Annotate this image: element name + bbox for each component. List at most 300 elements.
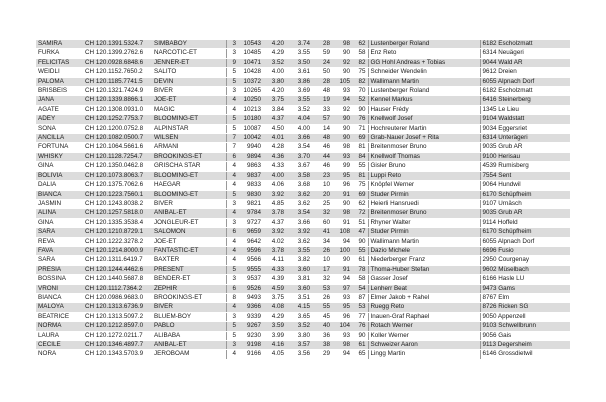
cell-fat-pct: 4.50	[263, 124, 286, 133]
table-row	[36, 105, 570, 114]
cell-cow-name: BOSSINA	[36, 275, 83, 284]
table-row	[36, 209, 570, 218]
cell-sire: JOE-ET	[152, 237, 226, 246]
cell-owner: Knellwolf Josef	[368, 115, 480, 124]
cell-fat-pct: 4.20	[263, 87, 286, 96]
breeding-results-table	[36, 40, 570, 360]
cell-herd-index: 92	[332, 105, 352, 114]
cell-milk-kg: 10372	[238, 77, 263, 86]
cell-fat-pct: 4.16	[263, 341, 286, 350]
cell-owner: Studer Pirmin	[368, 228, 480, 237]
cell-herd-index: 98	[332, 209, 352, 218]
cell-lactation: 3	[226, 218, 238, 227]
cell-persistence: 19	[312, 96, 332, 105]
cell-protein-pct: 3.51	[286, 293, 312, 302]
cell-persistence: 26	[312, 293, 332, 302]
cell-fat-pct: 3.75	[263, 96, 286, 105]
cell-cow-name: AGATE	[36, 105, 83, 114]
cell-protein-pct: 3.55	[286, 246, 312, 255]
cell-score: 76	[352, 115, 368, 124]
cell-location: 1345 Le Lieu	[480, 105, 570, 114]
cell-lactation: 4	[226, 256, 238, 265]
cell-fat-pct: 4.06	[263, 181, 286, 190]
cell-location: 6170 Schüpfheim	[480, 228, 570, 237]
cell-id-number: CH 120.1391.5324.7	[83, 40, 152, 49]
cell-owner: Gasser Josef	[368, 275, 480, 284]
cell-protein-pct: 4.15	[286, 303, 312, 312]
cell-fat-pct: 3.59	[263, 322, 286, 331]
cell-sire: BENDER-ET	[152, 275, 226, 284]
cell-sire: BLOOMING-ET	[152, 190, 226, 199]
cell-sire: NARCOTIC-ET	[152, 49, 226, 58]
cell-location: 6166 Hasle LU	[480, 275, 570, 284]
cell-milk-kg: 9526	[238, 284, 263, 293]
cell-lactation: 3	[226, 312, 238, 321]
table-row	[36, 68, 570, 77]
cell-persistence: 40	[312, 322, 332, 331]
cell-herd-index: 90	[332, 68, 352, 77]
cell-cow-name: ANCILLA	[36, 134, 83, 143]
cell-milk-kg: 9267	[238, 322, 263, 331]
cell-cow-name: MALOYA	[36, 303, 83, 312]
cell-score: 81	[352, 171, 368, 180]
table-row	[36, 143, 570, 152]
cell-lactation: 5	[226, 124, 238, 133]
cell-id-number: CH 120.1082.0500.7	[83, 134, 152, 143]
cell-lactation: 9	[226, 58, 238, 67]
cell-persistence: 53	[312, 284, 332, 293]
cell-id-number: CH 120.1244.4462.6	[83, 265, 152, 274]
cell-location: 9034 Eggersriet	[480, 124, 570, 133]
cell-score: 75	[352, 181, 368, 190]
cell-owner: Dazio Michele	[368, 246, 480, 255]
cell-owner: Niederberger Franz	[368, 256, 480, 265]
cell-cow-name: SARA	[36, 228, 83, 237]
table-row	[36, 134, 570, 143]
cell-protein-pct: 3.54	[286, 143, 312, 152]
cell-herd-index: 100	[332, 246, 352, 255]
cell-owner: Grab-Nauer Josef + Rita	[368, 134, 480, 143]
cell-cow-name: REVA	[36, 237, 83, 246]
cell-protein-pct: 3.62	[286, 237, 312, 246]
cell-id-number: CH 120.1343.5703.9	[83, 350, 152, 359]
cell-owner: Inauen-Graf Raphael	[368, 312, 480, 321]
table-body	[36, 40, 570, 359]
cell-milk-kg: 10485	[238, 49, 263, 58]
cell-location: 8726 Ricken SG	[480, 303, 570, 312]
cell-sire: JEROBOAM	[152, 350, 226, 359]
cell-herd-index: 94	[332, 237, 352, 246]
cell-score: 69	[352, 134, 368, 143]
cell-cow-name: SARA	[36, 256, 83, 265]
cell-score: 69	[352, 190, 368, 199]
cell-location: 6170 Schüpfheim	[480, 190, 570, 199]
cell-id-number: CH 120.1210.8729.1	[83, 228, 152, 237]
cell-sire: JOE-ET	[152, 96, 226, 105]
cell-id-number: CH 120.1313.5097.2	[83, 312, 152, 321]
cell-fat-pct: 4.02	[263, 237, 286, 246]
cell-cow-name: WHISKY	[36, 152, 83, 161]
table-row	[36, 322, 570, 331]
cell-protein-pct: 3.56	[286, 350, 312, 359]
cell-lactation: 5	[226, 322, 238, 331]
cell-score: 90	[352, 331, 368, 340]
cell-fat-pct: 4.20	[263, 40, 286, 49]
cell-owner: Schneider Wendelin	[368, 68, 480, 77]
cell-location: 6055 Alpnach Dorf	[480, 77, 570, 86]
cell-owner: Lustenberger Roland	[368, 87, 480, 96]
cell-id-number: CH 120.1399.2762.6	[83, 49, 152, 58]
cell-cow-name: NORMA	[36, 322, 83, 331]
cell-sire: GRISCHA STAR	[152, 162, 226, 171]
cell-milk-kg: 10265	[238, 87, 263, 96]
cell-score: 84	[352, 152, 368, 161]
cell-cow-name: BEATRICE	[36, 312, 83, 321]
cell-location: 2950 Courgenay	[480, 256, 570, 265]
cell-persistence: 20	[312, 190, 332, 199]
cell-lactation: 4	[226, 162, 238, 171]
cell-owner: Lenherr Beat	[368, 284, 480, 293]
cell-herd-index: 90	[332, 115, 352, 124]
cell-owner: Hauser Frédy	[368, 105, 480, 114]
cell-owner: GG Hohl Andreas + Tobias	[368, 58, 480, 67]
cell-lactation: 3	[226, 275, 238, 284]
cell-location: 9612 Dreien	[480, 68, 570, 77]
cell-location: 7554 Sent	[480, 171, 570, 180]
cell-fat-pct: 4.37	[263, 115, 286, 124]
cell-lactation: 5	[226, 331, 238, 340]
cell-id-number: CH 120.1185.7741.5	[83, 77, 152, 86]
cell-protein-pct: 3.61	[286, 68, 312, 77]
cell-herd-index: 105	[332, 77, 352, 86]
cell-milk-kg: 10250	[238, 96, 263, 105]
cell-lactation: 3	[226, 199, 238, 208]
cell-score: 77	[352, 312, 368, 321]
cell-herd-index: 94	[332, 275, 352, 284]
table-row	[36, 124, 570, 133]
cell-milk-kg: 9537	[238, 275, 263, 284]
cell-sire: ANIBAL-ET	[152, 341, 226, 350]
cell-location: 6416 Steinerberg	[480, 96, 570, 105]
cell-sire: ZEPHIR	[152, 284, 226, 293]
cell-score: 90	[352, 237, 368, 246]
cell-protein-pct: 4.00	[286, 124, 312, 133]
cell-score: 62	[352, 199, 368, 208]
cell-location: 9103 Schwellbrunn	[480, 322, 570, 331]
cell-id-number: CH 120.1212.8597.0	[83, 322, 152, 331]
cell-score: 58	[352, 275, 368, 284]
cell-persistence: 24	[312, 58, 332, 67]
cell-sire: BLUEM-BOY	[152, 312, 226, 321]
cell-cow-name: BIANCA	[36, 190, 83, 199]
cell-owner: Enz Reto	[368, 49, 480, 58]
cell-location: 6055 Alpnach Dorf	[480, 237, 570, 246]
cell-herd-index: 92	[332, 58, 352, 67]
cell-protein-pct: 3.55	[286, 96, 312, 105]
cell-fat-pct: 3.80	[263, 77, 286, 86]
cell-milk-kg: 9596	[238, 246, 263, 255]
cell-fat-pct: 3.92	[263, 228, 286, 237]
cell-herd-index: 90	[332, 199, 352, 208]
cell-location: 9056 Gais	[480, 331, 570, 340]
cell-herd-index: 98	[332, 40, 352, 49]
cell-protein-pct: 3.80	[286, 331, 312, 340]
cell-score: 61	[352, 256, 368, 265]
cell-sire: ANIBAL-ET	[152, 209, 226, 218]
cell-persistence: 28	[312, 77, 332, 86]
cell-fat-pct: 4.33	[263, 162, 286, 171]
cell-sire: PRESENT	[152, 265, 226, 274]
cell-sire: SALITO	[152, 68, 226, 77]
cell-lactation: 8	[226, 293, 238, 302]
cell-location: 9114 Hoffeld	[480, 218, 570, 227]
table-row	[36, 115, 570, 124]
cell-protein-pct: 3.70	[286, 152, 312, 161]
cell-persistence: 25	[312, 199, 332, 208]
cell-cow-name: BOLIVIA	[36, 171, 83, 180]
cell-milk-kg: 9555	[238, 265, 263, 274]
cell-sire: FANTASTIC-ET	[152, 246, 226, 255]
cell-persistence: 14	[312, 124, 332, 133]
cell-location: 8767 Elm	[480, 293, 570, 302]
cell-cow-name: VRONI	[36, 284, 83, 293]
table-row	[36, 341, 570, 350]
cell-sire: SALOMON	[152, 228, 226, 237]
cell-location: 6146 Grossdietwil	[480, 350, 570, 359]
cell-id-number: CH 120.1308.0931.0	[83, 105, 152, 114]
cell-cow-name: ALINA	[36, 209, 83, 218]
cell-id-number: CH 120.1152.7650.2	[83, 68, 152, 77]
cell-sire: BROOKINGS-ET	[152, 293, 226, 302]
cell-id-number: CH 120.1064.5661.6	[83, 143, 152, 152]
cell-cow-name: GINA	[36, 218, 83, 227]
cell-cow-name: PRESIA	[36, 265, 83, 274]
cell-milk-kg: 9821	[238, 199, 263, 208]
cell-cow-name: LAURA	[36, 331, 83, 340]
cell-milk-kg: 9940	[238, 143, 263, 152]
cell-herd-index: 90	[332, 49, 352, 58]
cell-persistence: 45	[312, 312, 332, 321]
cell-sire: BROOKINGS-ET	[152, 152, 226, 161]
cell-fat-pct: 3.78	[263, 209, 286, 218]
cell-persistence: 48	[312, 134, 332, 143]
cell-id-number: CH 120.1335.3538.4	[83, 218, 152, 227]
cell-score: 87	[352, 293, 368, 302]
cell-cow-name: PALOMA	[36, 77, 83, 86]
cell-cow-name: JASMIN	[36, 199, 83, 208]
cell-cow-name: DALIA	[36, 181, 83, 190]
cell-herd-index: 90	[332, 124, 352, 133]
cell-persistence: 36	[312, 331, 332, 340]
cell-id-number: CH 120.1272.0211.7	[83, 331, 152, 340]
cell-owner: Wallimann Martin	[368, 237, 480, 246]
cell-herd-index: 99	[332, 162, 352, 171]
cell-score: 70	[352, 87, 368, 96]
cell-lactation: 3	[226, 341, 238, 350]
cell-owner: Breitenmoser Bruno	[368, 143, 480, 152]
cell-protein-pct: 3.60	[286, 284, 312, 293]
cell-herd-index: 97	[332, 284, 352, 293]
cell-location: 6182 Escholzmatt	[480, 87, 570, 96]
cell-protein-pct: 3.92	[286, 228, 312, 237]
cell-herd-index: 94	[332, 350, 352, 359]
cell-lactation: 3	[226, 87, 238, 96]
table-row	[36, 152, 570, 161]
cell-persistence: 10	[312, 181, 332, 190]
results-table	[36, 40, 570, 360]
cell-persistence: 32	[312, 275, 332, 284]
cell-sire: WILSEN	[152, 134, 226, 143]
cell-persistence: 57	[312, 115, 332, 124]
cell-id-number: CH 120.1223.7560.1	[83, 190, 152, 199]
cell-protein-pct: 3.66	[286, 218, 312, 227]
cell-score: 58	[352, 49, 368, 58]
cell-fat-pct: 4.01	[263, 134, 286, 143]
cell-location: 9113 Degersheim	[480, 341, 570, 350]
cell-lactation: 3	[226, 49, 238, 58]
cell-owner: Ruegg Reto	[368, 303, 480, 312]
cell-milk-kg: 9837	[238, 171, 263, 180]
cell-lactation: 3	[226, 40, 238, 49]
table-row	[36, 96, 570, 105]
cell-id-number: CH 120.1346.4897.7	[83, 341, 152, 350]
cell-protein-pct: 3.55	[286, 49, 312, 58]
cell-fat-pct: 4.08	[263, 303, 286, 312]
cell-milk-kg: 9894	[238, 152, 263, 161]
cell-id-number: CH 120.0986.9683.0	[83, 293, 152, 302]
cell-fat-pct: 4.29	[263, 312, 286, 321]
cell-owner: Breitenmoser Bruno	[368, 209, 480, 218]
cell-protein-pct: 3.60	[286, 265, 312, 274]
cell-score: 82	[352, 58, 368, 67]
cell-sire: BLOOMING-ET	[152, 115, 226, 124]
cell-fat-pct: 3.84	[263, 105, 286, 114]
cell-fat-pct: 3.78	[263, 246, 286, 255]
cell-milk-kg: 9198	[238, 341, 263, 350]
cell-owner: Knellwolf Thomas	[368, 152, 480, 161]
cell-herd-index: 93	[332, 152, 352, 161]
cell-persistence: 32	[312, 209, 332, 218]
cell-score: 78	[352, 265, 368, 274]
cell-fat-pct: 4.00	[263, 68, 286, 77]
cell-id-number: CH 120.0928.6848.6	[83, 58, 152, 67]
cell-score: 54	[352, 284, 368, 293]
cell-lactation: 5	[226, 190, 238, 199]
table-row	[36, 199, 570, 208]
cell-id-number: CH 120.1350.0462.8	[83, 162, 152, 171]
table-row	[36, 190, 570, 199]
cell-fat-pct: 4.37	[263, 218, 286, 227]
cell-location: 6182 Escholzmatt	[480, 40, 570, 49]
cell-id-number: CH 120.1257.5818.0	[83, 209, 152, 218]
cell-location: 9107 Urnäsch	[480, 199, 570, 208]
cell-milk-kg: 10428	[238, 68, 263, 77]
cell-sire: ALPINSTAR	[152, 124, 226, 133]
cell-sire: DEVIN	[152, 77, 226, 86]
cell-location: 9035 Grub AR	[480, 209, 570, 218]
cell-id-number: CH 120.1375.7062.6	[83, 181, 152, 190]
cell-lactation: 7	[226, 143, 238, 152]
cell-owner: Koller Werner	[368, 331, 480, 340]
cell-id-number: CH 120.1128.7254.7	[83, 152, 152, 161]
table-row	[36, 293, 570, 302]
cell-protein-pct: 3.65	[286, 312, 312, 321]
cell-herd-index: 98	[332, 143, 352, 152]
cell-protein-pct: 4.04	[286, 115, 312, 124]
cell-herd-index: 94	[332, 96, 352, 105]
cell-cow-name: FAVA	[36, 246, 83, 255]
table-row	[36, 312, 570, 321]
cell-herd-index: 96	[332, 181, 352, 190]
cell-lactation: 5	[226, 265, 238, 274]
cell-lactation: 5	[226, 115, 238, 124]
cell-persistence: 41	[312, 228, 332, 237]
cell-milk-kg: 9727	[238, 218, 263, 227]
cell-persistence: 29	[312, 350, 332, 359]
cell-lactation: 4	[226, 237, 238, 246]
cell-score: 51	[352, 218, 368, 227]
cell-milk-kg: 9493	[238, 293, 263, 302]
table-row	[36, 246, 570, 255]
cell-herd-index: 90	[332, 256, 352, 265]
cell-score: 52	[352, 96, 368, 105]
cell-herd-index: 98	[332, 341, 352, 350]
table-row	[36, 303, 570, 312]
cell-herd-index: 104	[332, 322, 352, 331]
cell-cow-name: FELICITAS	[36, 58, 83, 67]
cell-milk-kg: 9833	[238, 181, 263, 190]
cell-location: 6314 Unterägeri	[480, 134, 570, 143]
cell-protein-pct: 3.74	[286, 40, 312, 49]
cell-fat-pct: 4.39	[263, 275, 286, 284]
cell-cow-name: SAMIRA	[36, 40, 83, 49]
cell-milk-kg: 10213	[238, 105, 263, 114]
cell-lactation: 5	[226, 77, 238, 86]
table-row	[36, 77, 570, 86]
cell-lactation: 4	[226, 350, 238, 359]
cell-persistence: 38	[312, 341, 332, 350]
cell-id-number: CH 120.1252.7753.7	[83, 115, 152, 124]
cell-location: 4539 Rumisberg	[480, 162, 570, 171]
table-row	[36, 87, 570, 96]
cell-score: 82	[352, 77, 368, 86]
cell-milk-kg: 9366	[238, 303, 263, 312]
cell-lactation: 7	[226, 134, 238, 143]
cell-protein-pct: 3.52	[286, 322, 312, 331]
cell-score: 65	[352, 350, 368, 359]
cell-owner: Studer Pirmin	[368, 190, 480, 199]
cell-sire: BIVER	[152, 199, 226, 208]
cell-owner: Elmer Jakob + Rahel	[368, 293, 480, 302]
cell-lactation: 4	[226, 96, 238, 105]
cell-herd-index: 91	[332, 265, 352, 274]
cell-sire: BIVER	[152, 87, 226, 96]
cell-protein-pct: 3.68	[286, 181, 312, 190]
cell-location: 9602 Müselbach	[480, 265, 570, 274]
cell-milk-kg: 9784	[238, 209, 263, 218]
cell-id-number: CH 120.1112.7364.2	[83, 284, 152, 293]
cell-location: 9064 Hundwil	[480, 181, 570, 190]
table-row	[36, 181, 570, 190]
cell-milk-kg: 10042	[238, 134, 263, 143]
cell-persistence: 59	[312, 49, 332, 58]
cell-herd-index: 96	[332, 312, 352, 321]
cell-protein-pct: 3.58	[286, 171, 312, 180]
cell-persistence: 46	[312, 143, 332, 152]
cell-lactation: 4	[226, 105, 238, 114]
cell-owner: Rotach Werner	[368, 322, 480, 331]
cell-id-number: CH 120.1311.6419.7	[83, 256, 152, 265]
